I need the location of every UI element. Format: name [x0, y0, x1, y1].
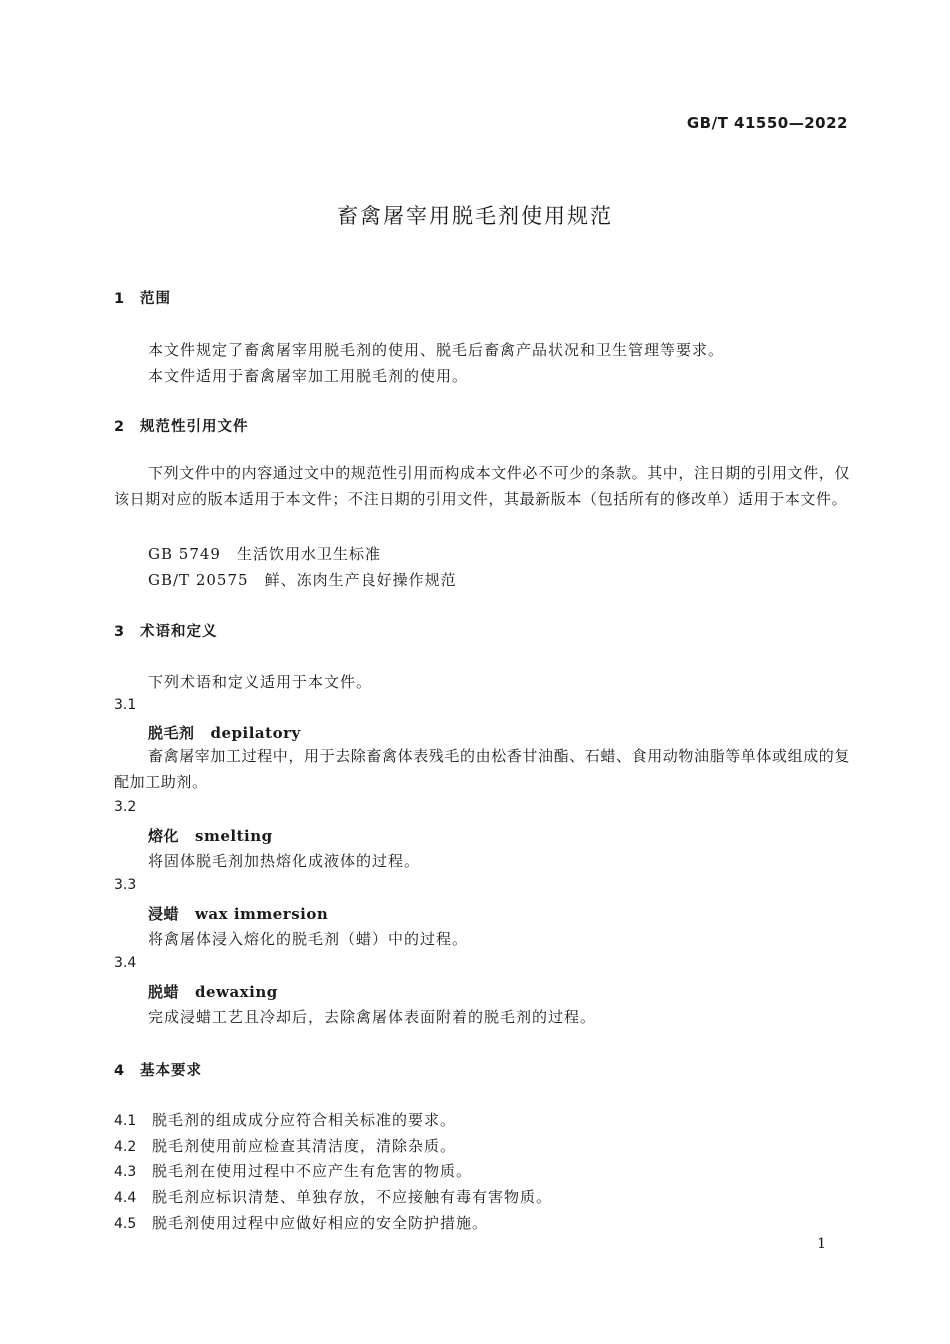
term-zh: 脱毛剂: [148, 724, 195, 742]
document-title: 畜禽屠宰用脱毛剂使用规范: [337, 204, 613, 228]
requirement-text: 脱毛剂的组成成分应符合相关标准的要求。: [152, 1111, 457, 1129]
term-en: dewaxing: [195, 983, 278, 1001]
section-heading-scope: [114, 287, 171, 308]
term-number: 3.2: [114, 799, 137, 815]
paragraph: 下列文件中的内容通过文中的规范性引用而构成本文件必不可少的条款。其中，注日期的引用文件，仅该日期对应的版本适用于本文件；不注日期的引用文件，其最新版本（包括所有的修改单）适用于本文件。: [114, 464, 851, 508]
term-zh: 熔化: [148, 827, 180, 845]
reference-code: GB/T 20575: [148, 571, 249, 589]
term-definition: 完成浸蜡工艺且冷却后，去除禽屠体表面附着的脱毛剂的过程。: [148, 1008, 597, 1026]
requirement-text: 脱毛剂应标识清楚、单独存放，不应接触有毒有害物质。: [152, 1188, 553, 1206]
requirement-text: 脱毛剂使用过程中应做好相应的安全防护措施。: [152, 1214, 489, 1232]
term-zh: 脱蜡: [148, 983, 180, 1001]
section-title: 范围: [140, 291, 171, 307]
requirement-number: 4.3: [114, 1164, 137, 1180]
requirement-number: 4.2: [114, 1139, 137, 1155]
paragraph: 本文件规定了畜禽屠宰用脱毛剂的使用、脱毛后畜禽产品状况和卫生管理等要求。: [148, 341, 725, 359]
reference-title: 生活饮用水卫生标准: [236, 545, 381, 563]
requirement-item: [114, 1212, 488, 1233]
section-number: 2: [114, 419, 126, 435]
requirement-number: 4.4: [114, 1190, 137, 1206]
term-en: smelting: [195, 827, 273, 845]
term-definition: 将固体脱毛剂加热熔化成液体的过程。: [148, 852, 421, 870]
section-title: 规范性引用文件: [140, 419, 249, 435]
term-heading: [148, 825, 273, 846]
section-number: 3: [114, 624, 126, 640]
section-heading-basic-requirements: [114, 1059, 202, 1080]
paragraph: 下列术语和定义适用于本文件。: [148, 673, 373, 691]
term-en: wax immersion: [195, 905, 329, 923]
term-definition: 将禽屠体浸入熔化的脱毛剂（蜡）中的过程。: [148, 930, 469, 948]
term-heading: [148, 981, 278, 1002]
reference-code: GB 5749: [148, 545, 221, 563]
page-number: 1: [817, 1236, 826, 1252]
requirement-number: 4.5: [114, 1216, 137, 1232]
term-definition: 畜禽屠宰加工过程中，用于去除畜禽体表残毛的由松香甘油酯、石蜡、食用动物油脂等单体或组成的复配加工助剂。: [114, 747, 851, 791]
requirement-item: [114, 1186, 552, 1207]
term-zh: 浸蜡: [148, 905, 180, 923]
reference-title: 鲜、冻肉生产良好操作规范: [264, 571, 457, 589]
reference-item: [148, 543, 381, 564]
section-heading-normative-references: [114, 415, 249, 436]
term-en: depilatory: [210, 724, 301, 742]
section-heading-terms: [114, 620, 218, 641]
paragraph: 本文件适用于畜禽屠宰加工用脱毛剂的使用。: [148, 367, 469, 385]
term-number: 3.4: [114, 955, 137, 971]
term-number: 3.3: [114, 877, 137, 893]
requirement-text: 脱毛剂使用前应检查其清洁度，清除杂质。: [152, 1137, 457, 1155]
standard-code: GB/T 41550—2022: [686, 114, 848, 132]
section-number: 1: [114, 291, 126, 307]
term-number: 3.1: [114, 697, 137, 713]
reference-item: [148, 569, 457, 590]
section-title: 术语和定义: [140, 624, 218, 640]
requirement-item: [114, 1135, 456, 1156]
term-heading: [148, 903, 328, 924]
requirement-number: 4.1: [114, 1113, 137, 1129]
requirement-item: [114, 1109, 456, 1130]
term-heading: [148, 722, 301, 743]
section-title: 基本要求: [140, 1063, 202, 1079]
requirement-text: 脱毛剂在使用过程中不应产生有危害的物质。: [152, 1162, 473, 1180]
requirement-item: [114, 1160, 472, 1181]
section-number: 4: [114, 1063, 126, 1079]
